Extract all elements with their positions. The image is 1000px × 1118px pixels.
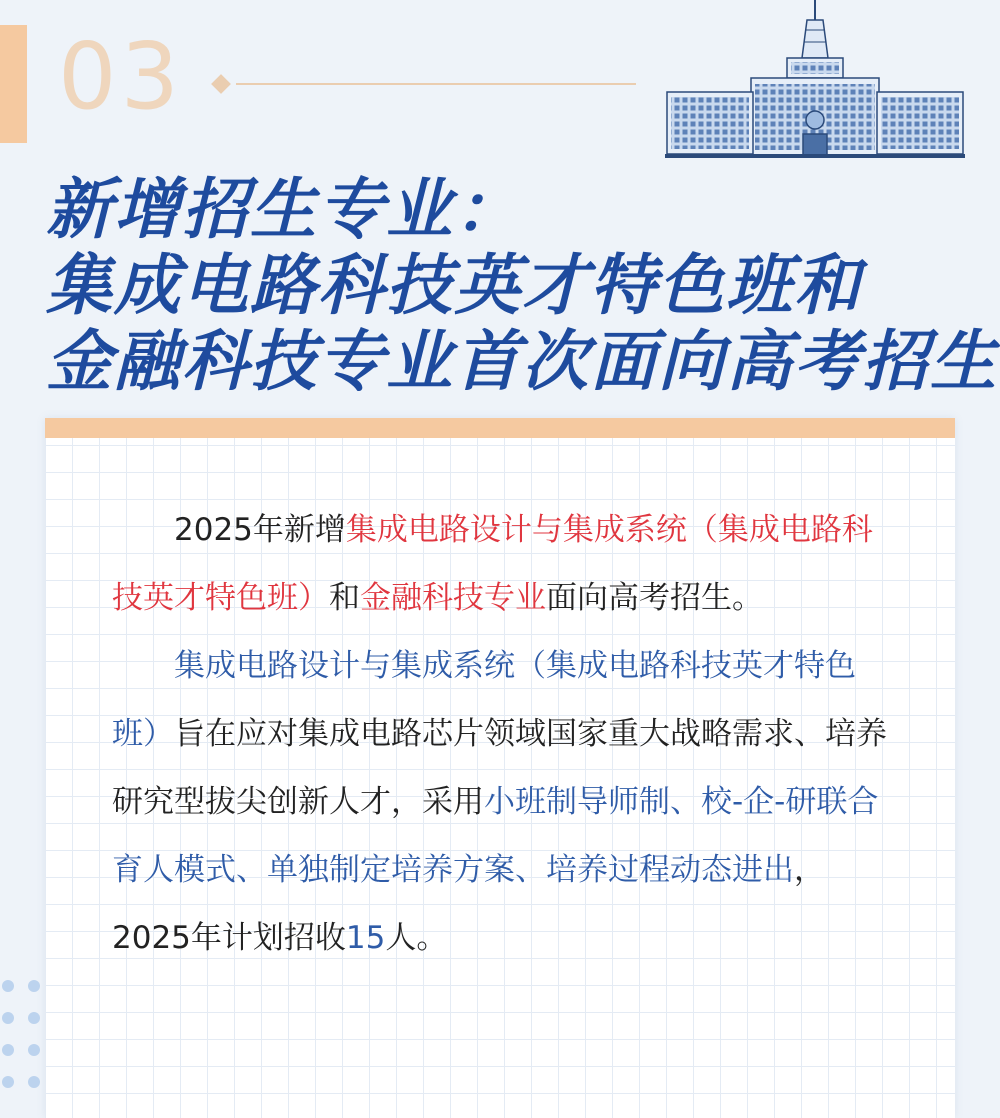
section-number: 03 [58, 23, 184, 130]
p1-highlight-fintech-major: 金融科技专业 [360, 580, 546, 616]
p1-text: 和 [329, 580, 360, 616]
campus-building-illustration [665, 0, 965, 160]
paragraph-2 [112, 632, 902, 972]
p2-highlight-training-mode: 小班制导师制、校-企-研联合育人模式、单独制定培养方案、培养过程动态进出 [112, 784, 879, 888]
card-body [112, 496, 902, 972]
accent-bar [0, 25, 27, 143]
p2-enrollment-count: 15 [345, 920, 386, 956]
decorative-dots [0, 978, 44, 1107]
p2-text: ，2025年计划招收 [112, 852, 825, 956]
title-line-2: 集成电路科技英才特色班和 [46, 247, 862, 324]
p1-text: 2025年新增 [174, 512, 346, 548]
p2-text: 旨在应对集成电路芯片领域国家重大战略需求、培养研究型拔尖创新人才，采用 [112, 716, 887, 820]
decorative-line [214, 74, 634, 94]
p1-text: 面向高考招生。 [546, 580, 763, 616]
content-card [45, 418, 955, 1118]
p1-highlight-ic-major: 集成电路设计与集成系统（集成电路科技英才特色班） [112, 512, 873, 616]
p2-text: 人。 [385, 920, 448, 956]
title-line-1: 新增招生专业： [46, 171, 522, 248]
page-title [46, 171, 998, 400]
decorative-rule [236, 83, 636, 85]
card-top-band [45, 418, 955, 438]
p2-highlight-ic-program: 集成电路设计与集成系统（集成电路科技英才特色班） [112, 648, 856, 752]
title-line-3: 金融科技专业首次面向高考招生 [46, 323, 998, 400]
paragraph-1 [112, 496, 902, 632]
diamond-icon [211, 74, 231, 94]
